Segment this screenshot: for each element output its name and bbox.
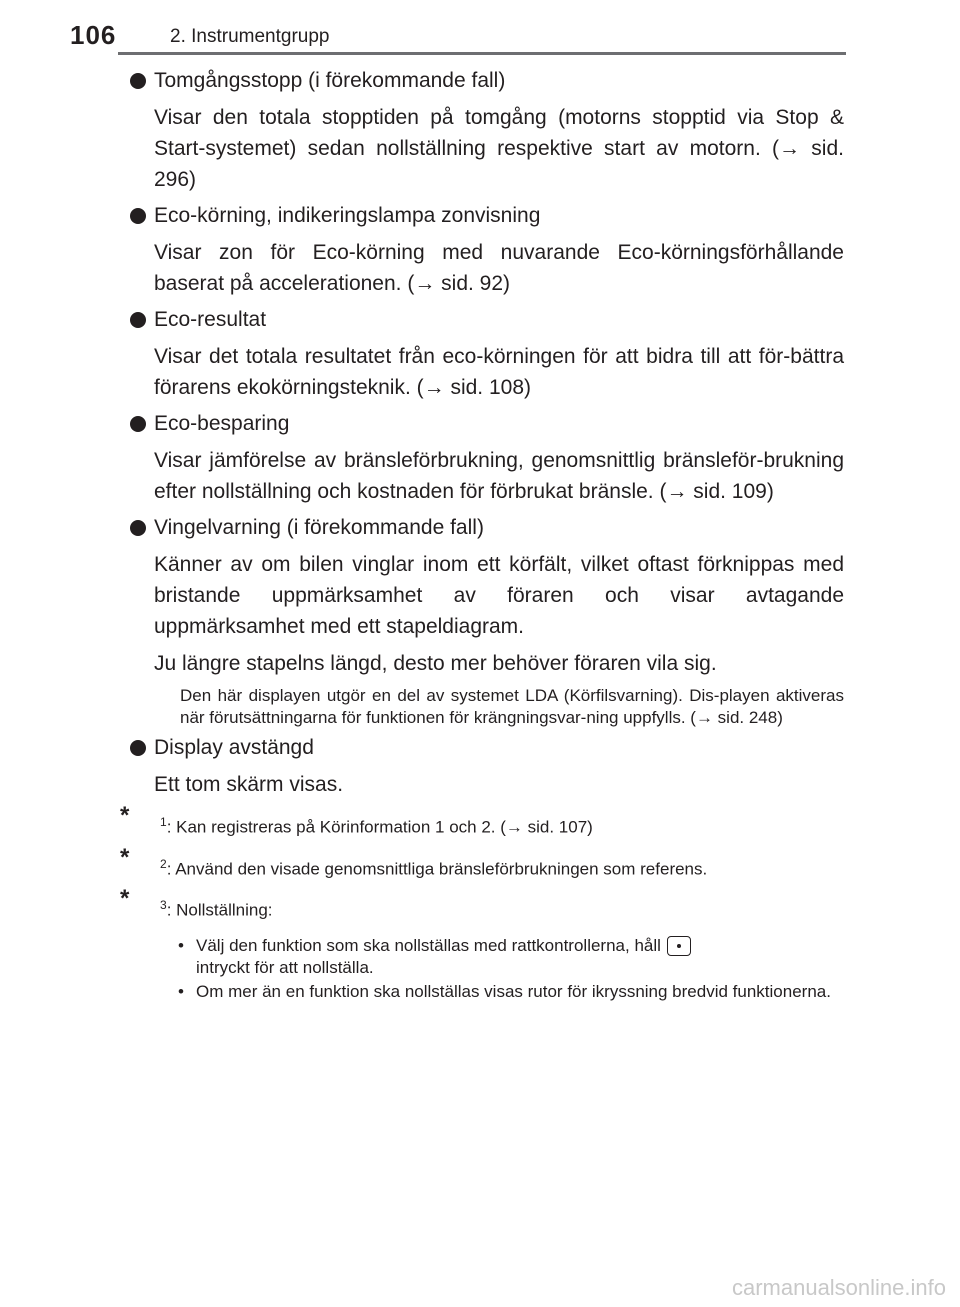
bullet-icon xyxy=(130,208,146,224)
ok-button-icon xyxy=(667,936,691,956)
footnote: * $^2$: Använd den visade genomsnittliga bränsleförbrukningen som referens. xyxy=(120,843,708,879)
footnote-number: 3 xyxy=(160,898,167,913)
item-description: Visar jämförelse av bränsleförbrukning, genomsnittlig bränsleför-brukning efter nollställning och kostnaden för förbrukat bränsle. (→ sid. 109) xyxy=(154,449,844,503)
bullet-dot: • xyxy=(178,981,184,1001)
watermark: carmanualsonline.info xyxy=(731,1275,946,1300)
list-item: • Om mer än en funktion ska nollställas visas rutor för ikryssning bredvid funktionerna. xyxy=(178,981,831,1001)
footnote-number: 1 xyxy=(160,815,167,829)
item-description: Ett tom skärm visas. xyxy=(154,773,344,796)
bullet-icon xyxy=(130,520,146,536)
list-item-title: Eco-resultat xyxy=(130,305,844,335)
item-description: Ju längre stapelns längd, desto mer behöver föraren vila sig. xyxy=(154,652,717,675)
section-title: 2. Instrumentgrupp xyxy=(170,26,330,47)
list-item-title: Display avstängd xyxy=(130,733,844,763)
list-item-title: Eco-besparing xyxy=(130,409,844,439)
item-note: Den här displayen utgör en del av systemet LDA (Körfilsvarning). Dis-playen aktiveras när förutsättningarna för funktionen för krängningsvar-ning uppfylls. (→ sid. 248) xyxy=(180,686,844,727)
footnote-star: * xyxy=(120,802,130,829)
footnote: * $^3$: Nollställning: xyxy=(120,885,273,920)
bullet-icon xyxy=(130,73,146,89)
footnote-star: * xyxy=(120,843,130,871)
footnote-number: 2 xyxy=(160,856,167,871)
item-description: Visar den totala stopptiden på tomgång (motorns stopptid via Stop & Start-systemet) sedan nollställning respektive start av motorn. (→ sid. 296) xyxy=(154,106,844,191)
item-description: Känner av om bilen vinglar inom ett körfält, vilket oftast förknippas med bristande uppmärksamhet av föraren och visar avtagande uppmärksamhet med ett stapeldiagram. xyxy=(154,553,844,638)
bullet-dot: • xyxy=(178,935,184,955)
page-number: 106 xyxy=(70,20,117,50)
reset-steps xyxy=(130,935,844,1003)
bullet-icon xyxy=(130,740,146,756)
list-item-title: Eco-körning, indikeringslampa zonvisning xyxy=(130,201,844,231)
main-content xyxy=(120,66,844,1005)
footnote-star: * xyxy=(120,885,130,913)
footnote: * $^1$: Kan registreras på Körinformation 1 och 2. (→ sid. 107) xyxy=(120,802,593,837)
bullet-icon xyxy=(130,416,146,432)
item-description: Visar zon för Eco-körning med nuvarande Eco-körningsförhållande baserat på accelerationen. (→ sid. 92) xyxy=(154,241,844,295)
header-rule xyxy=(118,52,846,55)
page-header xyxy=(0,0,960,60)
list-item: • Välj den funktion som ska nollställas med rattkontrollerna, håll intryckt för att nollställa. xyxy=(178,935,844,979)
list-item-title: Tomgångsstopp (i förekommande fall) xyxy=(130,66,844,96)
bullet-icon xyxy=(130,312,146,328)
list-item-title: Vingelvarning (i förekommande fall) xyxy=(130,513,844,543)
item-description: Visar det totala resultatet från eco-körningen för att bidra till att för-bättra förarens ekokörningsteknik. (→ sid. 108) xyxy=(154,345,844,399)
